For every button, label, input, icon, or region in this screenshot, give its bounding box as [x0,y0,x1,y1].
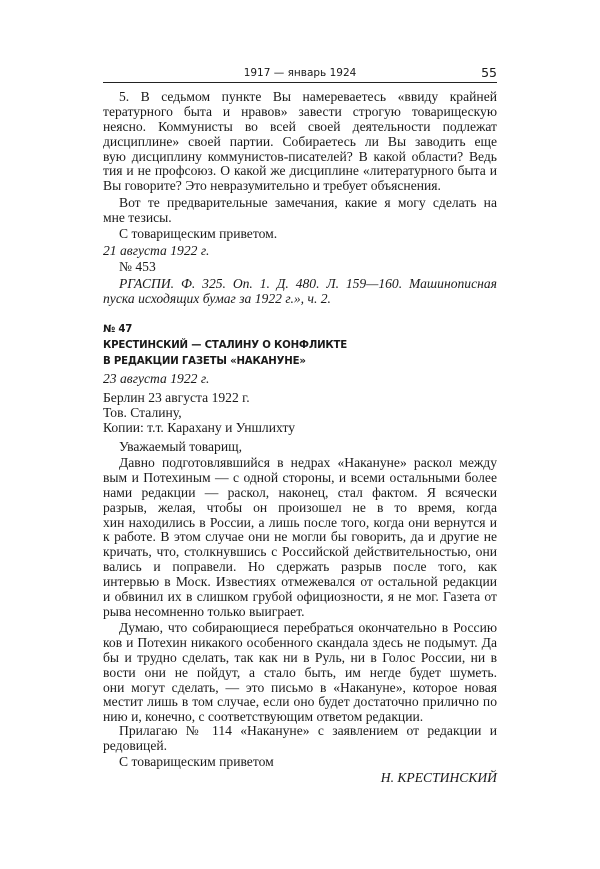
text-line: 5. В седьмом пункте Вы намереваетесь «ввиду крайней [119,90,497,104]
doc47-address [103,391,497,436]
doc453-closing: С товарищеским приветом. [119,226,278,241]
text-line: пуска исходящих бумаг за 1922 г.», ч. 2. [103,290,331,306]
doc453-source [103,277,497,307]
text-line: дисциплине» своей партии. Собираетесь ли Вы заводить еще [103,134,497,149]
text-line: интервью в Моск. Известиях отмежевался от остальной редакции [103,575,497,590]
doc453-date: 21 августа 1922 г. [103,243,210,258]
text-line: местит лишь в том случае, если оно будет достаточно прилично по [103,695,497,710]
text-line: вались и поправели. Но сдержать разрыв после того, как [103,560,497,575]
running-title: 1917 — январь 1924 [243,67,357,79]
text-line: тературного быта и нравов» завести строгую товарищескую [103,104,497,119]
text-line: нию и, конечно, с соответствующим ответом редакции. [103,709,424,725]
text-line: Вы говорите? Это невразумительно и требует объяснения. [103,178,441,194]
text-line: Давно подготовлявшийся в недрах «Накануне» раскол между [119,456,497,470]
text-line: кричать, что, столкнувшись с Российской действительностью, они [103,545,497,560]
text-line: они могут сделать, — это письмо в «Накануне», которое новая [103,680,497,695]
text-line: Копии: т.т. Карахану и Уншлихту [103,419,296,435]
text-line: разрыв, желая, чтобы он произошел не в то время, когда [103,500,497,515]
doc47-salutation: Уважаемый товарищ, [119,439,242,454]
text-line: Думаю, что собирающиеся перебраться окончательно в Россию [119,621,497,635]
text-line: ков и Потехин никакого особенного скандала здесь не подымут. Да [103,635,497,650]
text-line: рыва несомненно только выиграет. [103,603,305,619]
text-line: и обвинил их в слишком грубой официозности, я не мог. Газета от [103,590,497,605]
doc47-para2 [103,621,497,725]
running-header [103,66,497,83]
text-line: редовицей. [103,737,168,753]
text-line: нами редакции — раскол, наконец, стал фактом. Я всячески [103,485,497,500]
signature: Н. КРЕСТИНСКИЙ [380,770,497,785]
doc47-number: № 47 [103,324,133,335]
text-line: к работе. В этом случае они не могли бы говорить, да и другие не [103,530,497,545]
text-line: В РЕДАКЦИИ ГАЗЕТЫ «НАКАНУНЕ» [103,355,306,367]
doc453-para1 [103,90,497,194]
text-line: хин находились в России, а лишь после того, когда они вернутся и [103,515,497,530]
text-line: мне тезисы. [103,209,172,225]
text-line: Прилагаю № 114 «Накануне» с заявлением от редакции и [119,724,497,738]
text-line: бы и трудно сделать, так как ни в Руль, ни в Голос России, ни в [103,650,497,665]
doc453-para2 [103,196,497,226]
doc47-para1 [103,456,497,620]
text-line: КРЕСТИНСКИЙ — СТАЛИНУ О КОНФЛИКТЕ [103,340,348,351]
doc453-number: № 453 [119,259,156,274]
doc47-title [103,338,497,369]
text-line: неясно. Коммунисты во всей своей деятельности подлежат [103,119,497,134]
text-line: тия и не профсоюз. О какой же дисциплине «литературного быта и [103,164,497,179]
text-line: вым и Потехиным — с одной стороны, и всеми остальными более [103,470,497,485]
doc47-closing: С товарищеским приветом [119,754,274,769]
page-number: 55 [481,65,497,80]
text-line: Берлин 23 августа 1922 г. [103,390,250,405]
text-line: Вот те предварительные замечания, какие я могу сделать на [119,196,497,210]
text-line: вости они не пойдут, а стало быть, им негде будет шуметь. [103,665,497,680]
text-line: РГАСПИ. Ф. 325. Оп. 1. Д. 480. Л. 159—160. Машинописная [119,277,497,291]
doc47-para3 [103,724,497,754]
text-line: Тов. Сталину, [103,404,182,420]
doc47-date: 23 августа 1922 г. [103,371,210,386]
text-line: вую дисциплину коммунистов-писателей? В какой области? Ведь [103,149,497,164]
